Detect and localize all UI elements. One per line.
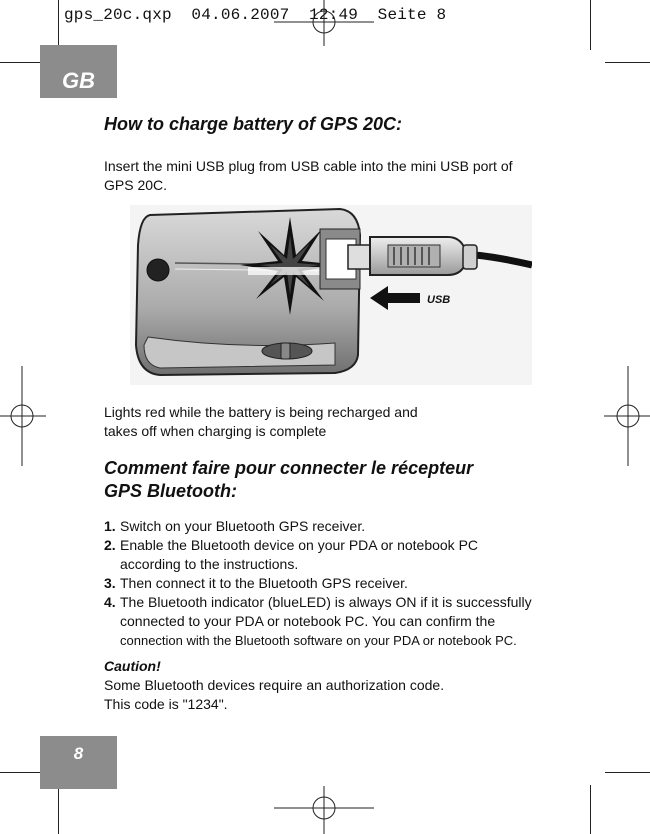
crop-mark bbox=[58, 0, 59, 50]
step-text: Enable the Bluetooth device on your PDA or notebook PC bbox=[120, 537, 479, 553]
caution-line1: Some Bluetooth devices require an authorization code. bbox=[104, 677, 445, 693]
step-text: Switch on your Bluetooth GPS receiver. bbox=[120, 518, 366, 534]
caution-line2: This code is "1234". bbox=[104, 696, 228, 712]
step-text: Then connect it to the Bluetooth GPS receiver. bbox=[120, 575, 408, 591]
step-number: 2. bbox=[104, 537, 116, 553]
usb-label: USB bbox=[427, 294, 451, 306]
section-title-connect-line1: Comment faire pour connecter le récepteur bbox=[104, 458, 474, 478]
charge-instruction-line2: GPS 20C. bbox=[104, 177, 168, 193]
crop-mark bbox=[0, 62, 40, 63]
crop-mark bbox=[58, 785, 59, 834]
step-number: 1. bbox=[104, 518, 116, 534]
step-item bbox=[104, 593, 532, 650]
language-tab: GB bbox=[40, 45, 117, 98]
charge-instruction-line1: Insert the mini USB plug from USB cable into the mini USB port of bbox=[104, 158, 513, 174]
section-title-connect bbox=[104, 457, 473, 503]
page-number-tab: 8 bbox=[40, 736, 117, 789]
crop-mark bbox=[605, 772, 650, 773]
section-title-charge: How to charge battery of GPS 20C: bbox=[104, 114, 403, 134]
step-item bbox=[104, 536, 532, 574]
step-text: according to the instructions. bbox=[120, 556, 299, 572]
connection-steps bbox=[104, 517, 532, 650]
step-text: connection with the Bluetooth software on your PDA or notebook PC. bbox=[120, 633, 517, 648]
led-indicator bbox=[147, 259, 169, 281]
step-text: The Bluetooth indicator (blueLED) is always ON if it is successfully bbox=[120, 594, 532, 610]
section-title-connect-line2: GPS Bluetooth: bbox=[104, 481, 237, 501]
charge-status-line2: takes off when charging is complete bbox=[104, 423, 327, 439]
step-number: 4. bbox=[104, 594, 116, 610]
charge-status-line1: Lights red while the battery is being recharged and bbox=[104, 404, 418, 420]
registration-mark-top bbox=[274, 0, 374, 46]
caution-block bbox=[104, 657, 444, 714]
crop-mark bbox=[590, 0, 591, 50]
crop-mark bbox=[0, 772, 40, 773]
crop-mark bbox=[605, 62, 650, 63]
crop-mark bbox=[590, 785, 591, 834]
step-text: connected to your PDA or notebook PC. You can confirm the bbox=[120, 613, 496, 629]
print-header: gps_20c.qxp 04.06.2007 12:49 Seite 8 bbox=[64, 6, 447, 24]
step-item bbox=[104, 574, 532, 593]
registration-mark-right bbox=[604, 366, 650, 466]
registration-mark-bottom bbox=[274, 786, 374, 834]
charge-status-text bbox=[104, 403, 418, 441]
step-number: 3. bbox=[104, 575, 116, 591]
charge-instruction bbox=[104, 157, 513, 195]
caution-title: Caution! bbox=[104, 658, 161, 674]
gps-charging-illustration bbox=[130, 205, 532, 385]
registration-mark-left bbox=[0, 366, 46, 466]
step-item bbox=[104, 517, 532, 536]
